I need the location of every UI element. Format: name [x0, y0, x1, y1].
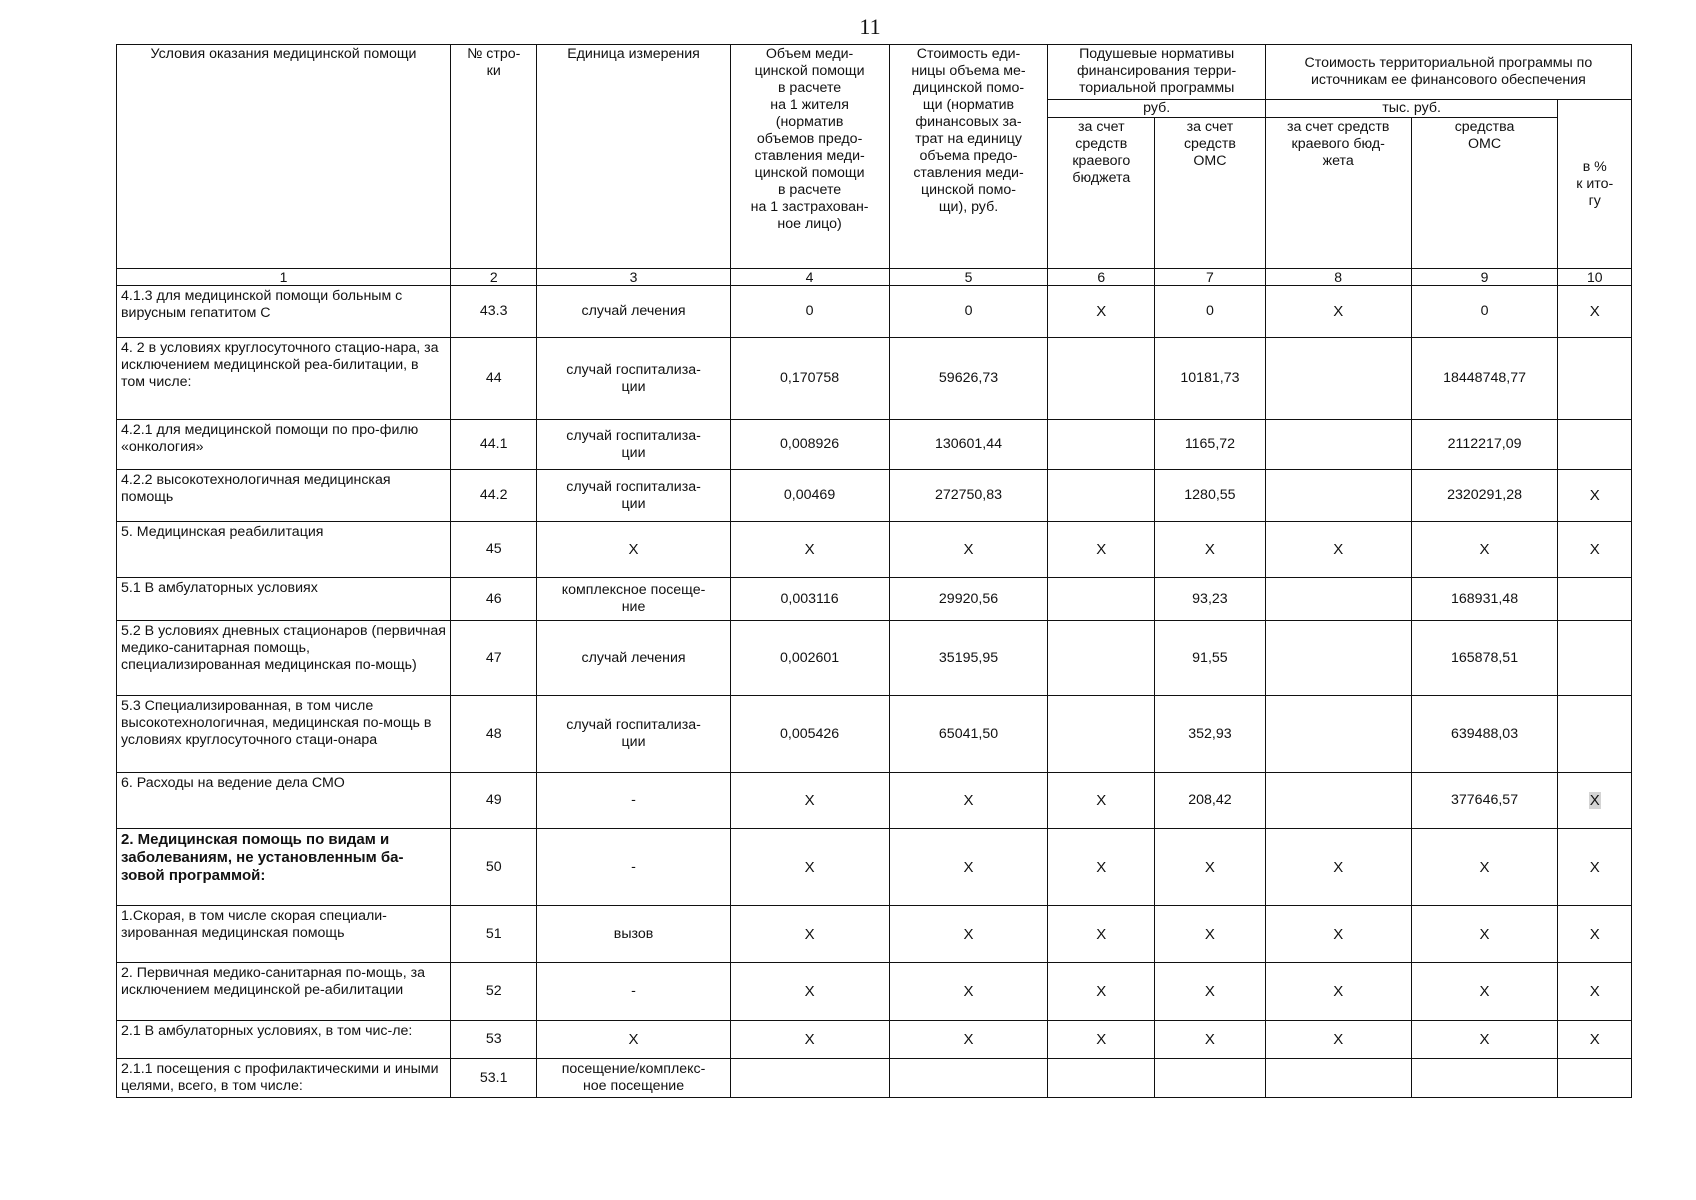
volume-cell: 0 — [730, 286, 889, 338]
row-number-cell: 45 — [450, 522, 537, 578]
oms-per-capita-cell: 91,55 — [1155, 621, 1266, 696]
header-cost-program: Стоимость территориальной программы по источникам ее финансового обеспечения — [1265, 45, 1631, 100]
unit-cell: случай госпитализа- ции — [537, 420, 730, 470]
column-number: 3 — [537, 269, 730, 286]
percent-cell — [1558, 621, 1632, 696]
unit-cost-cell: 130601,44 — [889, 420, 1048, 470]
row-number-cell: 53 — [450, 1021, 537, 1059]
row-number-cell: 43.3 — [450, 286, 537, 338]
percent-cell — [1558, 578, 1632, 621]
volume-cell: X — [730, 829, 889, 906]
table-body — [117, 286, 1632, 1098]
table-row — [117, 522, 1632, 578]
header-conditions: Условия оказания медицинской помощи — [117, 45, 451, 269]
header-per-capita: Подушевые нормативы финансирования терри- ториальной программы — [1048, 45, 1265, 100]
header-regional-budget-8: за счет средств краевого бюд- жета — [1265, 118, 1411, 269]
regional-cost-cell — [1265, 420, 1411, 470]
table-row — [117, 963, 1632, 1021]
column-number: 4 — [730, 269, 889, 286]
percent-cell — [1558, 773, 1632, 829]
condition-cell: 5. Медицинская реабилитация — [117, 522, 451, 578]
oms-cost-cell: X — [1411, 906, 1558, 963]
oms-cost-cell: 639488,03 — [1411, 696, 1558, 773]
page-number: 11 — [859, 14, 881, 39]
regional-cost-cell — [1265, 470, 1411, 522]
regional-per-capita-cell — [1048, 420, 1155, 470]
table-row — [117, 621, 1632, 696]
condition-cell: 5.2 В условиях дневных стационаров (первичная медико-санитарная помощь, специализированная медицинская по-мощь) — [117, 621, 451, 696]
volume-cell: X — [730, 1021, 889, 1059]
regional-cost-cell — [1265, 621, 1411, 696]
oms-cost-cell: X — [1411, 1021, 1558, 1059]
unit-cost-cell: 0 — [889, 286, 1048, 338]
unit-cost-cell: 59626,73 — [889, 338, 1048, 420]
percent-cell — [1558, 420, 1632, 470]
unit-cost-cell: X — [889, 906, 1048, 963]
condition-cell: 2.1.1 посещения с профилактическими и иными целями, всего, в том числе: — [117, 1059, 451, 1098]
column-number: 8 — [1265, 269, 1411, 286]
header-percent: в % к ито- гу — [1558, 100, 1632, 269]
oms-cost-cell: 377646,57 — [1411, 773, 1558, 829]
oms-cost-cell: 2320291,28 — [1411, 470, 1558, 522]
program-cost-table — [116, 44, 1632, 1098]
table-row — [117, 1059, 1632, 1098]
oms-per-capita-cell: X — [1155, 829, 1266, 906]
unit-cost-cell: 272750,83 — [889, 470, 1048, 522]
percent-cell — [1558, 338, 1632, 420]
header-row-number: № стро- ки — [450, 45, 537, 269]
unit-cost-cell: 65041,50 — [889, 696, 1048, 773]
unit-cell: X — [537, 1021, 730, 1059]
unit-cell: X — [537, 522, 730, 578]
row-number-cell: 47 — [450, 621, 537, 696]
header-thous-rub: тыс. руб. — [1265, 100, 1558, 118]
oms-per-capita-cell: X — [1155, 522, 1266, 578]
table-row — [117, 578, 1632, 621]
row-number-cell: 53.1 — [450, 1059, 537, 1098]
regional-per-capita-cell — [1048, 1059, 1155, 1098]
column-number: 2 — [450, 269, 537, 286]
row-number-cell: 48 — [450, 696, 537, 773]
oms-cost-cell: X — [1411, 963, 1558, 1021]
highlighted-mark: X — [1589, 792, 1600, 809]
header-oms-7: за счет средств ОМС — [1155, 118, 1266, 269]
unit-cost-cell: X — [889, 522, 1048, 578]
regional-per-capita-cell: X — [1048, 522, 1155, 578]
condition-cell: 2. Первичная медико-санитарная по-мощь, за исключением медицинской ре-абилитации — [117, 963, 451, 1021]
percent-cell: X — [1558, 1021, 1632, 1059]
row-number-cell: 46 — [450, 578, 537, 621]
oms-cost-cell: 2112217,09 — [1411, 420, 1558, 470]
regional-cost-cell: X — [1265, 963, 1411, 1021]
header-unit: Единица измерения — [537, 45, 730, 269]
volume-cell: X — [730, 773, 889, 829]
oms-cost-cell: 18448748,77 — [1411, 338, 1558, 420]
column-number: 5 — [889, 269, 1048, 286]
condition-cell: 6. Расходы на ведение дела СМО — [117, 773, 451, 829]
unit-cost-cell: 35195,95 — [889, 621, 1048, 696]
condition-cell: 4. 2 в условиях круглосуточного стацио-нара, за исключением медицинской реа-билитации, в том числе: — [117, 338, 451, 420]
volume-cell: 0,002601 — [730, 621, 889, 696]
condition-cell: 5.1 В амбулаторных условиях — [117, 578, 451, 621]
unit-cost-cell: X — [889, 829, 1048, 906]
row-number-cell: 49 — [450, 773, 537, 829]
regional-per-capita-cell: X — [1048, 829, 1155, 906]
percent-cell: X — [1558, 829, 1632, 906]
unit-cell: случай лечения — [537, 621, 730, 696]
percent-cell: X — [1558, 470, 1632, 522]
regional-cost-cell: X — [1265, 906, 1411, 963]
regional-cost-cell: X — [1265, 286, 1411, 338]
regional-per-capita-cell: X — [1048, 906, 1155, 963]
volume-cell: 0,005426 — [730, 696, 889, 773]
unit-cost-cell: 29920,56 — [889, 578, 1048, 621]
regional-per-capita-cell — [1048, 578, 1155, 621]
header-regional-budget-6: за счет средств краевого бюджета — [1048, 118, 1155, 269]
percent-cell: X — [1558, 906, 1632, 963]
unit-cell: посещение/комплекс- ное посещение — [537, 1059, 730, 1098]
header-oms-9: средства ОМС — [1411, 118, 1558, 269]
regional-cost-cell — [1265, 338, 1411, 420]
unit-cell: - — [537, 963, 730, 1021]
regional-per-capita-cell: X — [1048, 773, 1155, 829]
unit-cost-cell: X — [889, 773, 1048, 829]
regional-per-capita-cell — [1048, 338, 1155, 420]
regional-per-capita-cell — [1048, 621, 1155, 696]
oms-cost-cell: 0 — [1411, 286, 1558, 338]
percent-cell: X — [1558, 963, 1632, 1021]
row-number-cell: 51 — [450, 906, 537, 963]
header-rub: руб. — [1048, 100, 1265, 118]
unit-cell: - — [537, 829, 730, 906]
column-number: 10 — [1558, 269, 1632, 286]
column-number: 1 — [117, 269, 451, 286]
row-number-cell: 44.2 — [450, 470, 537, 522]
unit-cost-cell — [889, 1059, 1048, 1098]
regional-per-capita-cell — [1048, 696, 1155, 773]
regional-cost-cell — [1265, 773, 1411, 829]
unit-cell: случай госпитализа- ции — [537, 338, 730, 420]
table-row — [117, 338, 1632, 420]
percent-cell: X — [1558, 286, 1632, 338]
table-row — [117, 1021, 1632, 1059]
volume-cell: 0,003116 — [730, 578, 889, 621]
oms-cost-cell: X — [1411, 829, 1558, 906]
percent-cell — [1558, 1059, 1632, 1098]
volume-cell: X — [730, 906, 889, 963]
regional-cost-cell: X — [1265, 829, 1411, 906]
volume-cell: X — [730, 963, 889, 1021]
unit-cell: вызов — [537, 906, 730, 963]
unit-cell: случай госпитализа- ции — [537, 470, 730, 522]
oms-cost-cell: 168931,48 — [1411, 578, 1558, 621]
condition-cell: 2.1 В амбулаторных условиях, в том чис-ле: — [117, 1021, 451, 1059]
oms-per-capita-cell: 1280,55 — [1155, 470, 1266, 522]
regional-cost-cell — [1265, 578, 1411, 621]
volume-cell: 0,00469 — [730, 470, 889, 522]
oms-per-capita-cell: X — [1155, 906, 1266, 963]
volume-cell: 0,170758 — [730, 338, 889, 420]
header-unit-cost: Стоимость еди- ницы объема ме- дицинской помо- щи (норматив финансовых за- трат на единицу объема предо- ставления меди- цинской помо- щи), руб. — [889, 45, 1048, 269]
table-row — [117, 906, 1632, 963]
unit-cell: - — [537, 773, 730, 829]
regional-per-capita-cell: X — [1048, 963, 1155, 1021]
column-number: 7 — [1155, 269, 1266, 286]
regional-per-capita-cell — [1048, 470, 1155, 522]
oms-cost-cell — [1411, 1059, 1558, 1098]
volume-cell — [730, 1059, 889, 1098]
oms-per-capita-cell — [1155, 1059, 1266, 1098]
volume-cell: 0,008926 — [730, 420, 889, 470]
column-number: 6 — [1048, 269, 1155, 286]
row-number-cell: 44 — [450, 338, 537, 420]
oms-cost-cell: 165878,51 — [1411, 621, 1558, 696]
condition-cell: 2. Медицинская помощь по видам и заболеваниям, не установленным ба-зовой программой: — [117, 829, 451, 906]
condition-cell: 4.2.1 для медицинской помощи по про-филю «онкология» — [117, 420, 451, 470]
unit-cell: комплексное посеще- ние — [537, 578, 730, 621]
oms-per-capita-cell: X — [1155, 963, 1266, 1021]
condition-cell: 4.2.2 высокотехнологичная медицинская помощь — [117, 470, 451, 522]
table-row — [117, 470, 1632, 522]
table-row — [117, 286, 1632, 338]
oms-per-capita-cell: 208,42 — [1155, 773, 1266, 829]
percent-cell: X — [1558, 522, 1632, 578]
row-number-cell: 44.1 — [450, 420, 537, 470]
volume-cell: X — [730, 522, 889, 578]
oms-per-capita-cell: X — [1155, 1021, 1266, 1059]
unit-cost-cell: X — [889, 1021, 1048, 1059]
table-row — [117, 420, 1632, 470]
table-row — [117, 696, 1632, 773]
oms-cost-cell: X — [1411, 522, 1558, 578]
header-volume: Объем меди- цинской помощи в расчете на 1 жителя (норматив объемов предо- ставления меди- цинской помощи в расчете на 1 застрахован- ное лицо) — [730, 45, 889, 269]
regional-cost-cell — [1265, 696, 1411, 773]
regional-per-capita-cell: X — [1048, 1021, 1155, 1059]
percent-cell — [1558, 696, 1632, 773]
row-number-cell: 52 — [450, 963, 537, 1021]
unit-cell: случай лечения — [537, 286, 730, 338]
condition-cell: 1.Скорая, в том числе скорая специали-зированная медицинская помощь — [117, 906, 451, 963]
oms-per-capita-cell: 352,93 — [1155, 696, 1266, 773]
condition-cell: 4.1.3 для медицинской помощи больным с вирусным гепатитом С — [117, 286, 451, 338]
condition-cell: 5.3 Специализированная, в том числе высокотехнологичная, медицинская по-мощь в условиях круглосуточного стаци-онара — [117, 696, 451, 773]
oms-per-capita-cell: 0 — [1155, 286, 1266, 338]
unit-cell: случай госпитализа- ции — [537, 696, 730, 773]
column-number: 9 — [1411, 269, 1558, 286]
oms-per-capita-cell: 1165,72 — [1155, 420, 1266, 470]
table-row — [117, 773, 1632, 829]
regional-per-capita-cell: X — [1048, 286, 1155, 338]
table-row — [117, 829, 1632, 906]
unit-cost-cell: X — [889, 963, 1048, 1021]
regional-cost-cell: X — [1265, 1021, 1411, 1059]
oms-per-capita-cell: 93,23 — [1155, 578, 1266, 621]
regional-cost-cell: X — [1265, 522, 1411, 578]
regional-cost-cell — [1265, 1059, 1411, 1098]
oms-per-capita-cell: 10181,73 — [1155, 338, 1266, 420]
row-number-cell: 50 — [450, 829, 537, 906]
